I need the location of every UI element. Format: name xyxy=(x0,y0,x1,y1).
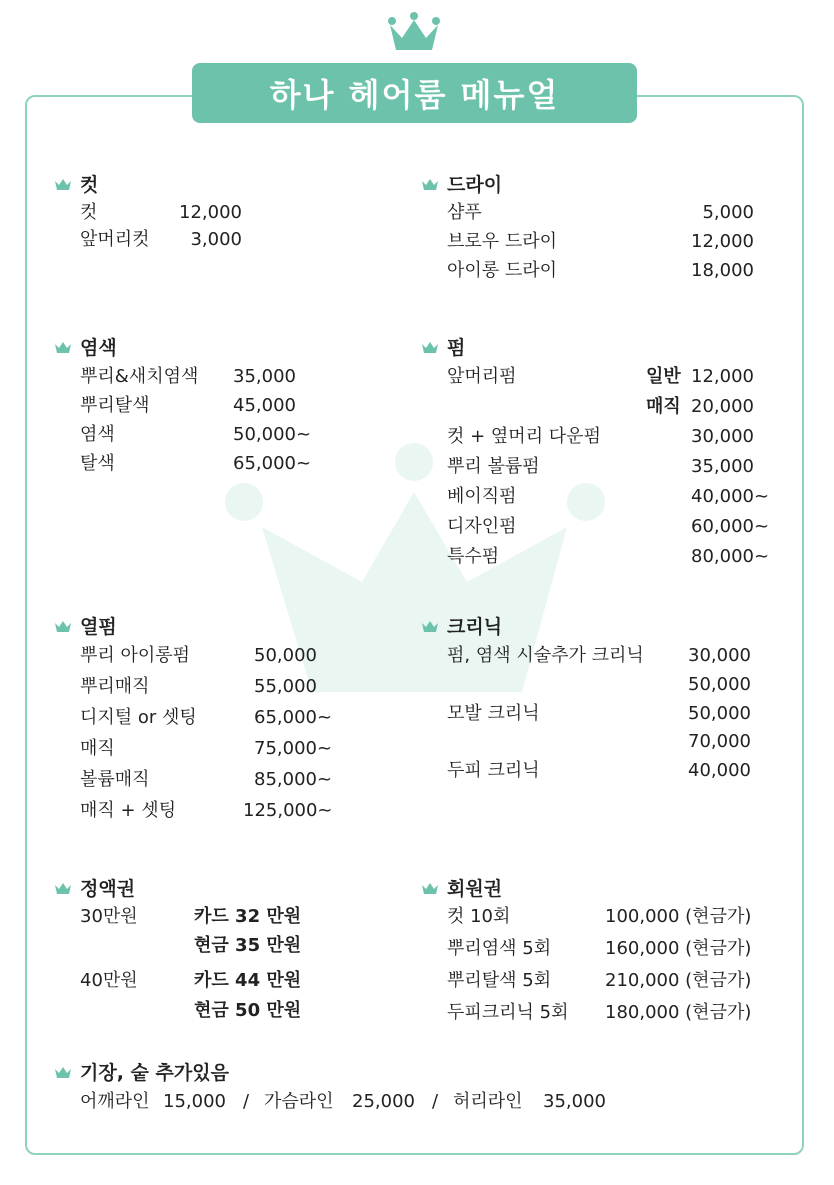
menu-item-name: 디지털 or 셋팅 xyxy=(80,707,197,728)
menu-item-name: 염색 xyxy=(80,424,115,445)
menu-item-name: 컷 xyxy=(80,202,98,223)
section-perm-title: 펌 xyxy=(422,333,465,360)
section-membership-title: 회원권 xyxy=(422,874,502,901)
menu-item-name: 뿌리염색 5회 xyxy=(447,938,552,959)
menu-item-name: 모발 크리닉 xyxy=(447,703,540,724)
section-cut-title: 컷 xyxy=(55,170,98,197)
menu-item-name: 매직 xyxy=(80,738,115,759)
crown-icon xyxy=(422,341,438,353)
section-dye-title: 염색 xyxy=(55,333,117,360)
menu-item-name: 베이직펌 xyxy=(447,486,517,507)
menu-item-price: 100,000 (현금가) xyxy=(605,906,752,927)
menu-item-price: 50,000 xyxy=(254,645,317,666)
menu-item-price: 65,000~ xyxy=(233,453,312,474)
menu-item-price: 65,000~ xyxy=(254,707,333,728)
menu-item-price: 40,000 xyxy=(688,760,751,781)
menu-item-name: 두피크리닉 5회 xyxy=(447,1002,569,1023)
menu-item-name: 컷 10회 xyxy=(447,906,511,927)
section-dry-title: 드라이 xyxy=(422,170,502,197)
menu-item-name: 컷 + 옆머리 다운펌 xyxy=(447,426,601,447)
menu-item-price: 60,000~ xyxy=(691,516,770,537)
menu-item-price: 50,000 xyxy=(688,674,751,695)
menu-item-price: 35,000 xyxy=(233,366,296,387)
menu-item-name: 디자인펌 xyxy=(447,516,517,537)
menu-item-name: 뿌리탈색 xyxy=(80,395,150,416)
menu-item-name: 펌, 염색 시술추가 크리닉 xyxy=(447,645,644,666)
menu-item-price: 30,000 xyxy=(688,645,751,666)
menu-item-name: 특수펌 xyxy=(447,546,500,567)
prepaid-amount: 30만원 xyxy=(80,906,138,927)
length-waist-label: 허리라인 xyxy=(453,1091,523,1112)
crown-icon xyxy=(422,178,438,190)
menu-item-name: 샴푸 xyxy=(447,202,482,223)
length-shoulder-label: 어깨라인 xyxy=(80,1091,150,1112)
menu-item-price: 5,000 xyxy=(702,202,754,223)
crown-icon xyxy=(55,620,71,632)
prepaid-cash-price: 현금 50 만원 xyxy=(194,1000,302,1021)
menu-item-price: 18,000 xyxy=(691,260,754,281)
price-type-label: 일반 xyxy=(646,366,681,387)
prepaid-card-price: 카드 32 만원 xyxy=(194,906,302,927)
menu-item-name: 탈색 xyxy=(80,453,115,474)
menu-item-name: 뿌리탈색 5회 xyxy=(447,970,552,991)
menu-item-name: 뿌리 볼륨펌 xyxy=(447,456,540,477)
section-clinic-title: 크리닉 xyxy=(422,612,502,639)
crown-icon xyxy=(422,882,438,894)
menu-item-name: 앞머리펌 xyxy=(447,366,517,387)
price-type-label: 매직 xyxy=(646,396,681,417)
menu-item-price: 50,000~ xyxy=(233,424,312,445)
menu-item-name: 브로우 드라이 xyxy=(447,231,558,252)
menu-item-price: 160,000 (현금가) xyxy=(605,938,752,959)
crown-icon xyxy=(422,620,438,632)
menu-item-name: 뿌리 아이롱펌 xyxy=(80,645,191,666)
length-chest-price: 25,000 xyxy=(352,1091,415,1112)
menu-item-price: 30,000 xyxy=(691,426,754,447)
menu-item-price: 35,000 xyxy=(691,456,754,477)
length-shoulder-price: 15,000 xyxy=(163,1091,226,1112)
menu-item-price: 125,000~ xyxy=(243,800,333,821)
prepaid-amount: 40만원 xyxy=(80,970,138,991)
menu-item-price: 12,000 xyxy=(691,231,754,252)
crown-icon xyxy=(55,178,71,190)
menu-item-price: 210,000 (현금가) xyxy=(605,970,752,991)
menu-item-name: 뿌리&새치염색 xyxy=(80,366,199,387)
menu-item-price: 50,000 xyxy=(688,703,751,724)
menu-item-price: 70,000 xyxy=(688,731,751,752)
length-chest-label: 가슴라인 xyxy=(264,1091,334,1112)
menu-item-price: 80,000~ xyxy=(691,546,770,567)
menu-item-price: 40,000~ xyxy=(691,486,770,507)
section-length-title: 기장, 숱 추가있음 xyxy=(55,1058,229,1085)
menu-item-price: 85,000~ xyxy=(254,769,333,790)
menu-item-name: 두피 크리닉 xyxy=(447,760,540,781)
menu-item-price: 55,000 xyxy=(254,676,317,697)
menu-item-price: 75,000~ xyxy=(254,738,333,759)
menu-item-price: 12,000 xyxy=(179,202,242,223)
length-waist-price: 35,000 xyxy=(543,1091,606,1112)
menu-item-price: 20,000 xyxy=(691,396,754,417)
menu-item-name: 아이롱 드라이 xyxy=(447,260,558,281)
menu-item-name: 뿌리매직 xyxy=(80,676,150,697)
crown-icon xyxy=(55,1066,71,1078)
menu-item-name: 앞머리컷 xyxy=(80,229,150,250)
separator: / xyxy=(432,1091,439,1112)
menu-item-name: 볼륨매직 xyxy=(80,769,150,790)
page-title: 하나 헤어룸 메뉴얼 xyxy=(192,63,637,123)
prepaid-cash-price: 현금 35 만원 xyxy=(194,935,302,956)
separator: / xyxy=(243,1091,250,1112)
menu-item-price: 12,000 xyxy=(691,366,754,387)
menu-item-price: 3,000 xyxy=(190,229,242,250)
menu-item-price: 180,000 (현금가) xyxy=(605,1002,752,1023)
crown-icon xyxy=(386,12,442,52)
prepaid-card-price: 카드 44 만원 xyxy=(194,970,302,991)
crown-icon xyxy=(55,882,71,894)
menu-item-price: 45,000 xyxy=(233,395,296,416)
section-heat-perm-title: 열펌 xyxy=(55,612,117,639)
crown-icon xyxy=(55,341,71,353)
section-prepaid-title: 정액권 xyxy=(55,874,135,901)
menu-item-name: 매직 + 셋팅 xyxy=(80,800,177,821)
